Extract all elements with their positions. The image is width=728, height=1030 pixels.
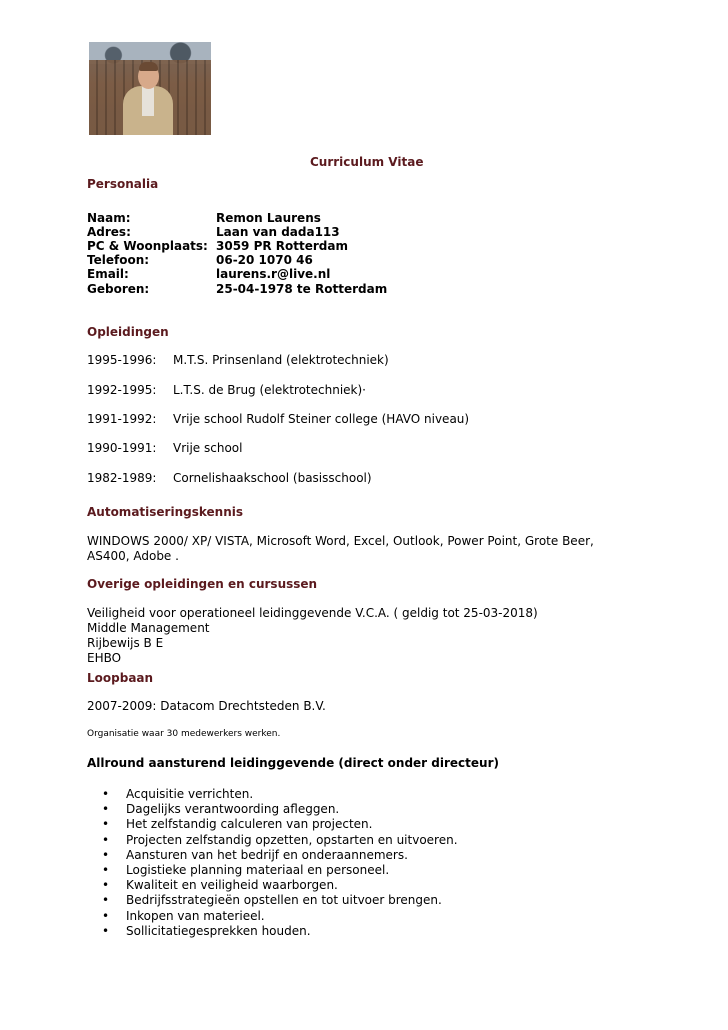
value-naam: Remon Laurens (216, 211, 321, 225)
list-item (100, 863, 458, 878)
task-text: Acquisitie verrichten. (126, 787, 254, 801)
opleiding-years: 1990-1991: (87, 441, 157, 455)
heading-loopbaan: Loopbaan (87, 671, 154, 685)
heading-overige: Overige opleidingen en cursussen (87, 577, 318, 591)
heading-automatisering: Automatiseringskennis (87, 505, 243, 519)
list-item (100, 893, 458, 908)
opleiding-desc: Vrije school (173, 441, 243, 455)
heading-personalia: Personalia (87, 177, 159, 191)
task-text: Kwaliteit en veiligheid waarborgen. (126, 878, 338, 893)
photo-person-shirt (142, 86, 154, 116)
value-email: laurens.r@live.nl (216, 267, 331, 281)
list-item (100, 787, 458, 802)
opleiding-desc: Cornelishaakschool (basisschool) (173, 471, 372, 485)
bullet-glyph: • (102, 847, 110, 862)
heading-opleidingen: Opleidingen (87, 325, 169, 339)
opleiding-desc: L.T.S. de Brug (elektrotechniek)· (173, 383, 366, 397)
opleiding-years: 1991-1992: (87, 412, 157, 426)
photo-person-hair (139, 62, 158, 71)
list-item (100, 833, 458, 848)
label-telefoon: Telefoon: (87, 253, 150, 267)
cursus-line: Veiligheid voor operationeel leidinggevende V.C.A. ( geldig tot 25-03-2018) (87, 606, 538, 620)
opleiding-years: 1982-1989: (87, 471, 157, 485)
bullet-glyph: • (102, 893, 110, 908)
opleiding-desc: Vrije school Rudolf Steiner college (HAVO niveau) (173, 412, 470, 426)
opleiding-desc: M.T.S. Prinsenland (elektrotechniek) (173, 353, 389, 367)
list-item (100, 802, 458, 817)
list-item (100, 878, 458, 893)
list-item (100, 909, 458, 924)
automatisering-line-2: AS400, Adobe . (87, 549, 179, 563)
label-adres: Adres: (87, 225, 131, 239)
bullet-glyph: • (102, 832, 110, 847)
list-item (100, 817, 458, 832)
bullet-glyph: • (102, 878, 110, 893)
task-text: Dagelijks verantwoording afleggen. (126, 802, 340, 817)
profile-photo (89, 42, 211, 135)
bullet-glyph: • (102, 923, 110, 938)
bullet-glyph: • (102, 862, 110, 877)
value-woonplaats: 3059 PR Rotterdam (216, 239, 348, 253)
value-telefoon: 06-20 1070 46 (216, 253, 313, 267)
cursus-line: Middle Management (87, 621, 210, 635)
document-title: Curriculum Vitae (310, 155, 424, 169)
label-geboren: Geboren: (87, 282, 150, 296)
task-list (100, 787, 458, 939)
list-item (100, 848, 458, 863)
task-text: Projecten zelfstandig opzetten, opstarten en uitvoeren. (126, 832, 458, 847)
loopbaan-job: 2007-2009: Datacom Drechtsteden B.V. (87, 699, 326, 713)
value-adres: Laan van dada113 (216, 225, 340, 239)
task-text: Logistieke planning materiaal en personeel. (126, 862, 390, 877)
opleiding-years: 1992-1995: (87, 383, 157, 397)
loopbaan-note: Organisatie waar 30 medewerkers werken. (87, 729, 281, 739)
loopbaan-role: Allround aansturend leidinggevende (direct onder directeur) (87, 756, 499, 770)
list-item (100, 924, 458, 939)
bullet-glyph: • (102, 908, 110, 923)
cursus-line: EHBO (87, 651, 122, 665)
label-email: Email: (87, 267, 129, 281)
bullet-glyph: • (102, 817, 110, 832)
task-text: Aansturen van het bedrijf en onderaannemers. (126, 847, 408, 862)
value-geboren: 25-04-1978 te Rotterdam (216, 282, 388, 296)
automatisering-line-1: WINDOWS 2000/ XP/ VISTA, Microsoft Word, Excel, Outlook, Power Point, Grote Beer, (87, 534, 594, 548)
cursus-line: Rijbewijs B E (87, 636, 164, 650)
bullet-glyph: • (102, 787, 110, 801)
task-text: Bedrijfsstrategieën opstellen en tot uitvoer brengen. (126, 893, 442, 908)
label-naam: Naam: (87, 211, 131, 225)
task-text: Het zelfstandig calculeren van projecten. (126, 817, 373, 832)
bullet-glyph: • (102, 802, 110, 817)
label-woonplaats: PC & Woonplaats: (87, 239, 208, 253)
task-text: Sollicitatiegesprekken houden. (126, 923, 311, 938)
opleiding-years: 1995-1996: (87, 353, 157, 367)
task-text: Inkopen van materieel. (126, 908, 265, 923)
